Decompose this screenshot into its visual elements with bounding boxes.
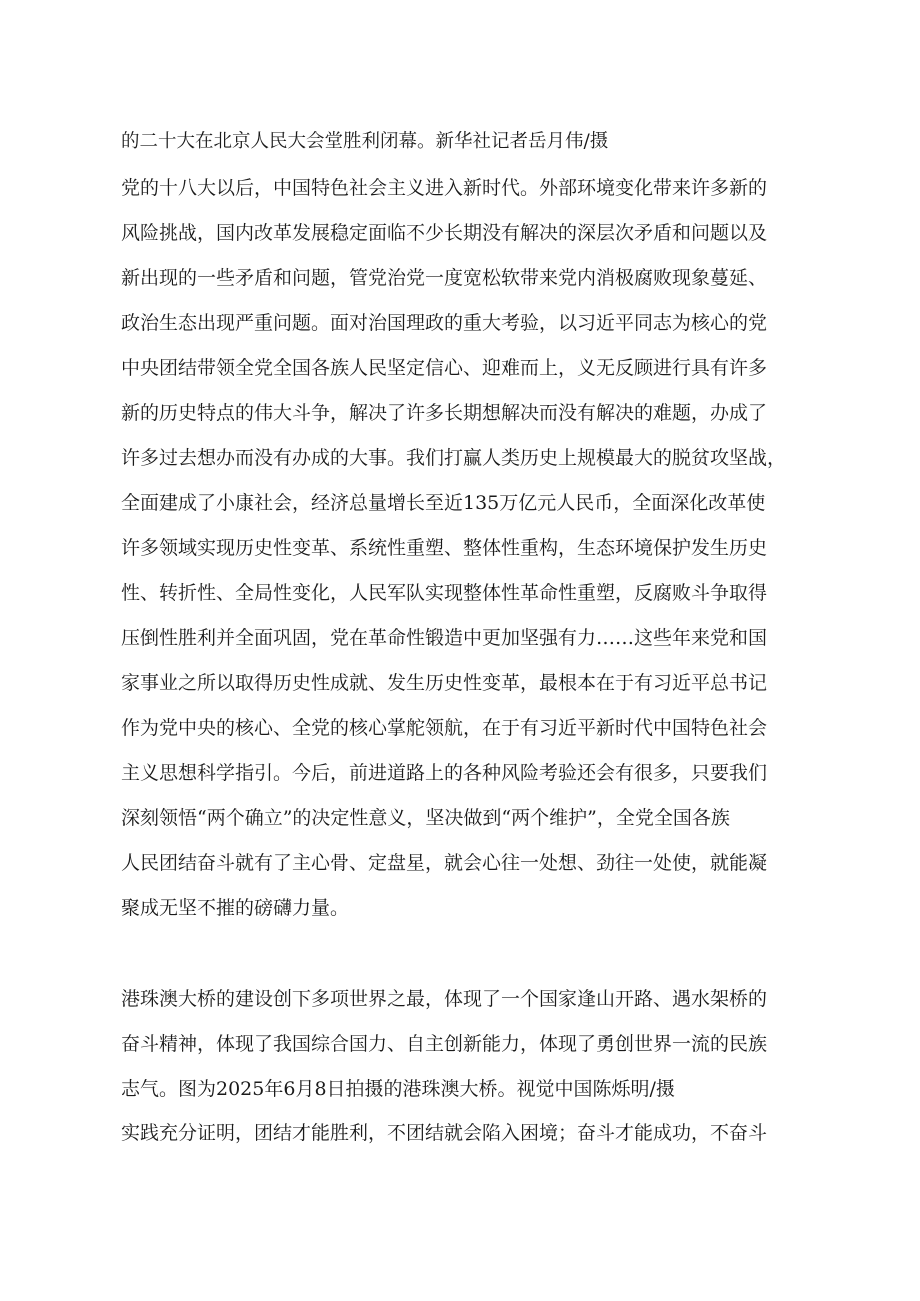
paragraph-line: 人民团结奋斗就有了主心骨、定盘星，就会心往一处想、劲往一处使，就能凝: [121, 852, 768, 874]
paragraph-line: 家事业之所以取得历史性成就、发生历史性变革，最根本在于有习近平总书记: [121, 672, 768, 694]
paragraph-line: 全面建成了小康社会，经济总量增长至近135万亿元人民币，全面深化改革使: [121, 492, 766, 514]
paragraph-line: 作为党中央的核心、全党的核心掌舵领航，在于有习近平新时代中国特色社会: [121, 717, 768, 739]
paragraph-line: 中央团结带领全党全国各族人民坚定信心、迎难而上，义无反顾进行具有许多: [121, 357, 768, 379]
paragraph-line: 党的十八大以后，中国特色社会主义进入新时代。外部环境变化带来许多新的: [121, 177, 768, 199]
paragraph-line: 新的历史特点的伟大斗争，解决了许多长期想解决而没有解决的难题，办成了: [121, 402, 768, 424]
paragraph-line: 许多领域实现历史性变革、系统性重塑、整体性重构，生态环境保护发生历史: [121, 537, 768, 559]
paragraph-line: 聚成无坚不摧的磅礴力量。: [121, 897, 350, 919]
paragraph-line: 许多过去想办而没有办成的大事。我们打赢人类历史上规模最大的脱贫攻坚战，: [121, 447, 787, 469]
caption-line: 奋斗精神，体现了我国综合国力、自主创新能力，体现了勇创世界一流的民族: [121, 1033, 768, 1055]
paragraph-line: 实践充分证明，团结才能胜利，不团结就会陷入困境；奋斗才能成功，不奋斗: [121, 1122, 768, 1144]
paragraph-line: 压倒性胜利并全面巩固，党在革命性锻造中更加坚强有力……这些年来党和国: [121, 627, 768, 649]
paragraph-line: 主义思想科学指引。今后，前进道路上的各种风险考验还会有很多，只要我们: [121, 762, 768, 784]
caption-line: 志气。图为2025年6月8日拍摄的港珠澳大桥。视觉中国陈烁明/摄: [121, 1078, 675, 1100]
paragraph-line: 性、转折性、全局性变化，人民军队实现整体性革命性重塑，反腐败斗争取得: [121, 582, 768, 604]
paragraph-line: 深刻领悟“两个确立”的决定性意义，坚决做到“两个维护”，全党全国各族: [121, 807, 730, 829]
paragraph-line: 新出现的一些矛盾和问题，管党治党一度宽松软带来党内消极腐败现象蔓延、: [121, 267, 768, 289]
paragraph-line: 政治生态出现严重问题。面对治国理政的重大考验，以习近平同志为核心的党: [121, 312, 768, 334]
paragraph-line: 风险挑战，国内改革发展稳定面临不少长期没有解决的深层次矛盾和问题以及: [121, 222, 768, 244]
caption-line: 港珠澳大桥的建设创下多项世界之最，体现了一个国家逢山开路、遇水架桥的: [121, 988, 768, 1010]
photo-caption-congress: 的二十大在北京人民大会堂胜利闭幕。新华社记者岳月伟/摄: [121, 131, 609, 152]
